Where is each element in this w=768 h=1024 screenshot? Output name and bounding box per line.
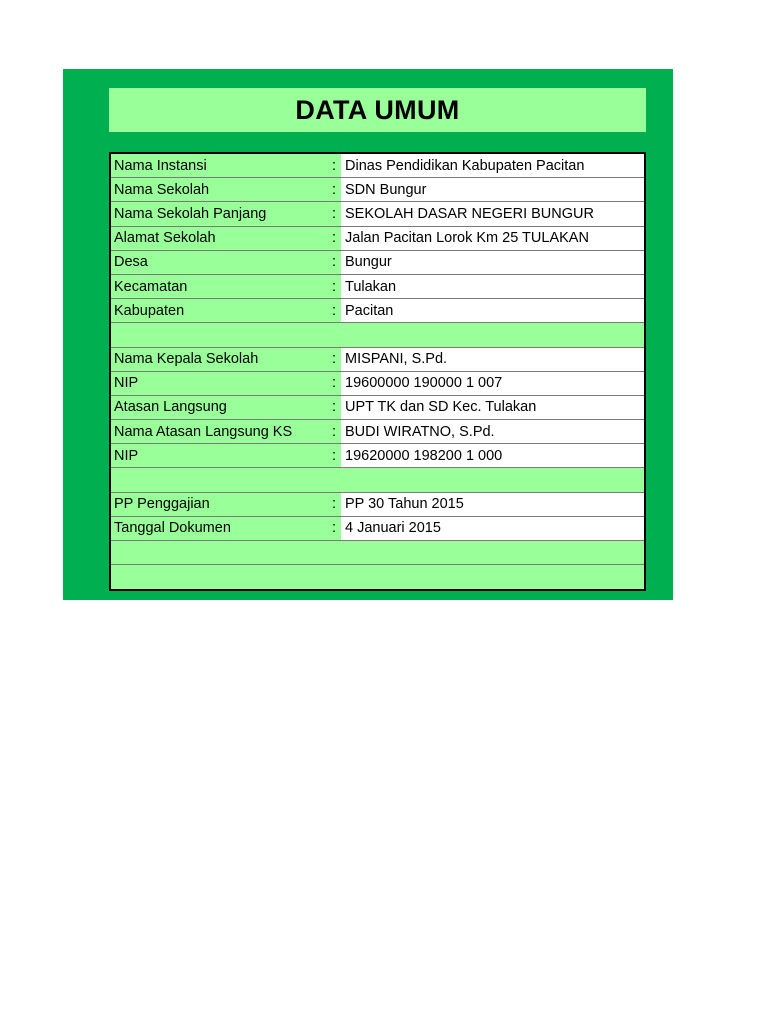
field-label: Tanggal Dokumen bbox=[111, 517, 327, 540]
field-label: Nama Kepala Sekolah bbox=[111, 348, 327, 371]
table-row bbox=[111, 420, 644, 444]
field-value[interactable]: MISPANI, S.Pd. bbox=[341, 348, 644, 371]
field-value[interactable]: SEKOLAH DASAR NEGERI BUNGUR bbox=[341, 202, 644, 225]
field-label: Nama Instansi bbox=[111, 154, 327, 177]
separator-colon: : bbox=[327, 348, 341, 371]
field-label: Kabupaten bbox=[111, 299, 327, 322]
field-value[interactable]: Dinas Pendidikan Kabupaten Pacitan bbox=[341, 154, 644, 177]
data-table bbox=[109, 152, 646, 591]
field-value[interactable]: 4 Januari 2015 bbox=[341, 517, 644, 540]
field-value[interactable]: 19600000 190000 1 007 bbox=[341, 372, 644, 395]
separator-colon: : bbox=[327, 227, 341, 250]
field-label: Atasan Langsung bbox=[111, 396, 327, 419]
table-row bbox=[111, 227, 644, 251]
separator-colon: : bbox=[327, 202, 341, 225]
separator-colon bbox=[327, 541, 341, 564]
field-value[interactable]: Tulakan bbox=[341, 275, 644, 298]
separator-colon: : bbox=[327, 275, 341, 298]
field-value[interactable] bbox=[341, 565, 644, 589]
separator-colon: : bbox=[327, 251, 341, 274]
field-value[interactable] bbox=[341, 541, 644, 564]
field-value[interactable]: Pacitan bbox=[341, 299, 644, 322]
field-value[interactable] bbox=[341, 323, 644, 346]
separator-colon: : bbox=[327, 420, 341, 443]
field-label: Desa bbox=[111, 251, 327, 274]
data-umum-sheet bbox=[63, 69, 673, 600]
separator-colon: : bbox=[327, 517, 341, 540]
field-label: Kecamatan bbox=[111, 275, 327, 298]
table-row bbox=[111, 178, 644, 202]
separator-colon: : bbox=[327, 154, 341, 177]
field-label: Nama Sekolah Panjang bbox=[111, 202, 327, 225]
page-title: DATA UMUM bbox=[109, 88, 646, 132]
table-row bbox=[111, 396, 644, 420]
table-row bbox=[111, 251, 644, 275]
separator-colon: : bbox=[327, 444, 341, 467]
field-label: NIP bbox=[111, 444, 327, 467]
separator-colon: : bbox=[327, 299, 341, 322]
table-row bbox=[111, 275, 644, 299]
table-row bbox=[111, 372, 644, 396]
table-row bbox=[111, 517, 644, 541]
table-row bbox=[111, 202, 644, 226]
field-label: Nama Sekolah bbox=[111, 178, 327, 201]
separator-colon: : bbox=[327, 396, 341, 419]
blank-row bbox=[111, 541, 644, 565]
blank-row bbox=[111, 565, 644, 589]
separator-colon bbox=[327, 323, 341, 346]
field-label bbox=[111, 541, 327, 564]
field-label: PP Penggajian bbox=[111, 493, 327, 516]
table-row bbox=[111, 444, 644, 468]
field-label: NIP bbox=[111, 372, 327, 395]
field-value[interactable]: BUDI WIRATNO, S.Pd. bbox=[341, 420, 644, 443]
separator-colon bbox=[327, 565, 341, 589]
table-row bbox=[111, 299, 644, 323]
field-value[interactable]: UPT TK dan SD Kec. Tulakan bbox=[341, 396, 644, 419]
blank-row bbox=[111, 468, 644, 492]
separator-colon: : bbox=[327, 178, 341, 201]
field-label: Nama Atasan Langsung KS bbox=[111, 420, 327, 443]
field-value[interactable]: SDN Bungur bbox=[341, 178, 644, 201]
field-value[interactable]: PP 30 Tahun 2015 bbox=[341, 493, 644, 516]
table-row bbox=[111, 493, 644, 517]
field-value[interactable] bbox=[341, 468, 644, 491]
field-value[interactable]: Jalan Pacitan Lorok Km 25 TULAKAN bbox=[341, 227, 644, 250]
table-row bbox=[111, 154, 644, 178]
field-label: Alamat Sekolah bbox=[111, 227, 327, 250]
blank-row bbox=[111, 323, 644, 347]
field-value[interactable]: Bungur bbox=[341, 251, 644, 274]
separator-colon: : bbox=[327, 493, 341, 516]
separator-colon: : bbox=[327, 372, 341, 395]
separator-colon bbox=[327, 468, 341, 491]
table-row bbox=[111, 348, 644, 372]
field-value[interactable]: 19620000 198200 1 000 bbox=[341, 444, 644, 467]
field-label bbox=[111, 323, 327, 346]
field-label bbox=[111, 565, 327, 589]
field-label bbox=[111, 468, 327, 491]
